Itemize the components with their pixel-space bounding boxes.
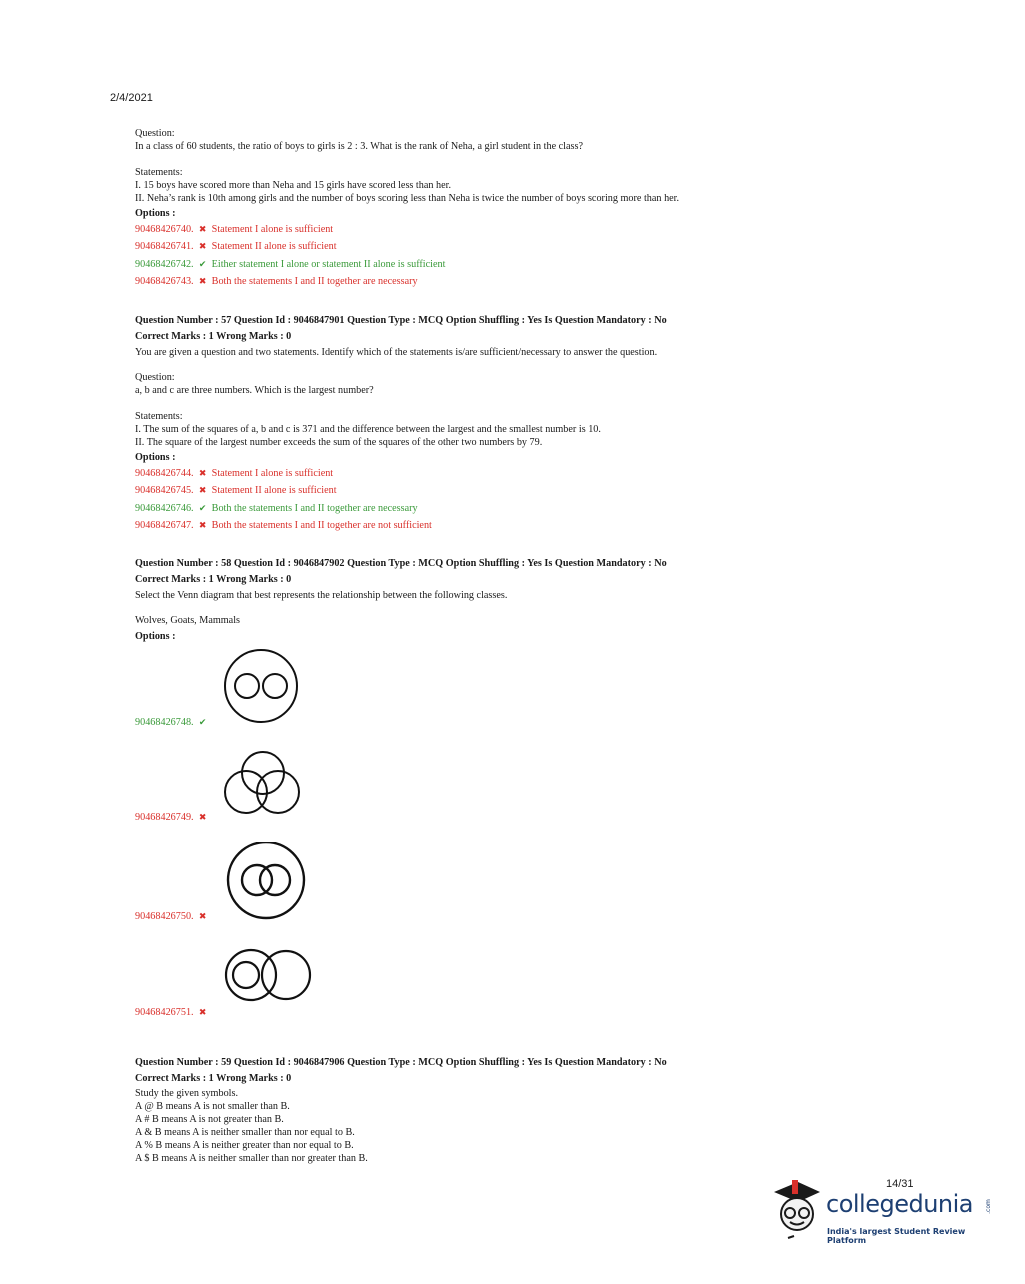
q57-block (135, 313, 667, 535)
cross-icon: ✖ (198, 485, 207, 496)
option-row (135, 221, 679, 238)
body-line: A % B means A is neither greater than nor equal to B. (135, 1140, 354, 1151)
option-text: Both the statements I and II together are necessary (211, 276, 418, 288)
option-id: 90468426741. (135, 241, 194, 253)
venn-diagram-2 (223, 748, 303, 818)
question-marks: Correct Marks : 1 Wrong Marks : 0 (135, 331, 292, 342)
question-marks: Correct Marks : 1 Wrong Marks : 0 (135, 1073, 292, 1084)
collegedunia-logo (768, 1176, 998, 1246)
body-line: A @ B means A is not smaller than B. (135, 1101, 290, 1112)
option-text: Statement I alone is sufficient (211, 224, 334, 235)
options-label: Options : (135, 631, 176, 642)
logo-wordmark: collegedunia (826, 1190, 974, 1218)
option-text: Statement II alone is sufficient (211, 241, 337, 253)
q58-block (135, 556, 667, 643)
mascot-icon (768, 1176, 828, 1246)
statement: II. Neha’s rank is 10th among girls and the number of boys scoring less than Neha is twice the number of boys scoring more than her. (135, 193, 680, 204)
option-id: 90468426744. (135, 468, 194, 479)
logo-tagline: India's largest Student Review Platform (827, 1227, 966, 1245)
venn-option-id: 90468426750. ✖ (135, 910, 209, 923)
option-id: 90468426746. (135, 502, 194, 514)
option-list (135, 465, 667, 535)
option-text: Statement II alone is sufficient (211, 485, 337, 497)
instruction: Select the Venn diagram that best represents the relationship between the following classes. (135, 590, 508, 601)
option-id: 90468426743. (135, 276, 194, 288)
option-id: 90468426747. (135, 520, 194, 532)
option-text: Both the statements I and II together are not sufficient (211, 520, 432, 532)
q56-block (135, 127, 679, 291)
cross-icon: ✖ (198, 241, 207, 252)
statement: I. The sum of the squares of a, b and c is 371 and the difference between the largest and the smallest number is 10. (135, 424, 601, 435)
option-row (135, 238, 679, 255)
options-label: Options : (135, 208, 176, 219)
option-row (135, 500, 667, 517)
venn-diagram-4 (223, 945, 315, 1007)
cross-icon: ✖ (198, 1007, 207, 1017)
question-text: In a class of 60 students, the ratio of boys to girls is 2 : 3. What is the rank of Neha, a girl student in the class? (135, 141, 583, 152)
body-line: A & B means A is neither smaller than nor equal to B. (135, 1127, 355, 1138)
q59-block (135, 1055, 667, 1165)
cross-icon: ✖ (198, 224, 207, 234)
statement: II. The square of the largest number exceeds the sum of the squares of the other two numbers by 79. (135, 437, 543, 448)
venn-option-id: 90468426748. ✔ (135, 716, 209, 729)
check-icon: ✔ (198, 258, 207, 269)
option-text: Both the statements I and II together are necessary (211, 502, 418, 514)
cross-icon: ✖ (198, 520, 207, 531)
cross-icon: ✖ (198, 468, 207, 478)
option-id: 90468426745. (135, 485, 194, 497)
question-header: Question Number : 59 Question Id : 9046847906 Question Type : MCQ Option Shuffling : Yes Is Question Mandatory : No (135, 1057, 667, 1068)
cross-icon: ✖ (198, 276, 207, 287)
print-date: 2/4/2021 (110, 92, 153, 104)
question-header: Question Number : 57 Question Id : 9046847901 Question Type : MCQ Option Shuffling : Yes Is Question Mandatory : No (135, 315, 667, 326)
venn-diagram-3 (223, 842, 309, 920)
instruction: You are given a question and two statements. Identify which of the statements is/are sufficient/necessary to answer the question. (135, 347, 658, 358)
option-row (135, 517, 667, 534)
question-text: a, b and c are three numbers. Which is the largest number? (135, 385, 374, 396)
statements-label: Statements: (135, 411, 183, 422)
classes-text: Wolves, Goats, Mammals (135, 615, 241, 626)
option-row (135, 256, 679, 273)
body-line: A # B means A is not greater than B. (135, 1114, 284, 1125)
cross-icon: ✖ (198, 911, 207, 921)
check-icon: ✔ (198, 502, 207, 513)
cross-icon: ✖ (198, 812, 207, 822)
option-id: 90468426740. (135, 224, 194, 235)
option-text: Either statement I alone or statement II alone is sufficient (211, 258, 446, 270)
option-list (135, 221, 679, 291)
check-icon: ✔ (198, 717, 207, 727)
option-row (135, 273, 679, 290)
venn-option-id: 90468426751. ✖ (135, 1006, 209, 1019)
body-line: A $ B means A is neither smaller than nor greater than B. (135, 1153, 368, 1164)
option-text: Statement I alone is sufficient (211, 468, 334, 479)
venn-diagram-1 (223, 648, 303, 724)
option-row (135, 465, 667, 482)
venn-option-id: 90468426749. ✖ (135, 811, 209, 824)
question-label: Question: (135, 372, 175, 383)
statements-label: Statements: (135, 167, 183, 178)
page-number: 14/31 (886, 1178, 914, 1190)
logo-dotcom: .com (984, 1199, 992, 1214)
body-line: Study the given symbols. (135, 1088, 239, 1099)
option-row (135, 482, 667, 499)
question-header: Question Number : 58 Question Id : 9046847902 Question Type : MCQ Option Shuffling : Yes Is Question Mandatory : No (135, 558, 667, 569)
statement: I. 15 boys have scored more than Neha and 15 girls have scored less than her. (135, 180, 452, 191)
options-label: Options : (135, 452, 176, 463)
question-marks: Correct Marks : 1 Wrong Marks : 0 (135, 574, 292, 585)
question-label: Question: (135, 128, 175, 139)
option-id: 90468426742. (135, 258, 194, 270)
